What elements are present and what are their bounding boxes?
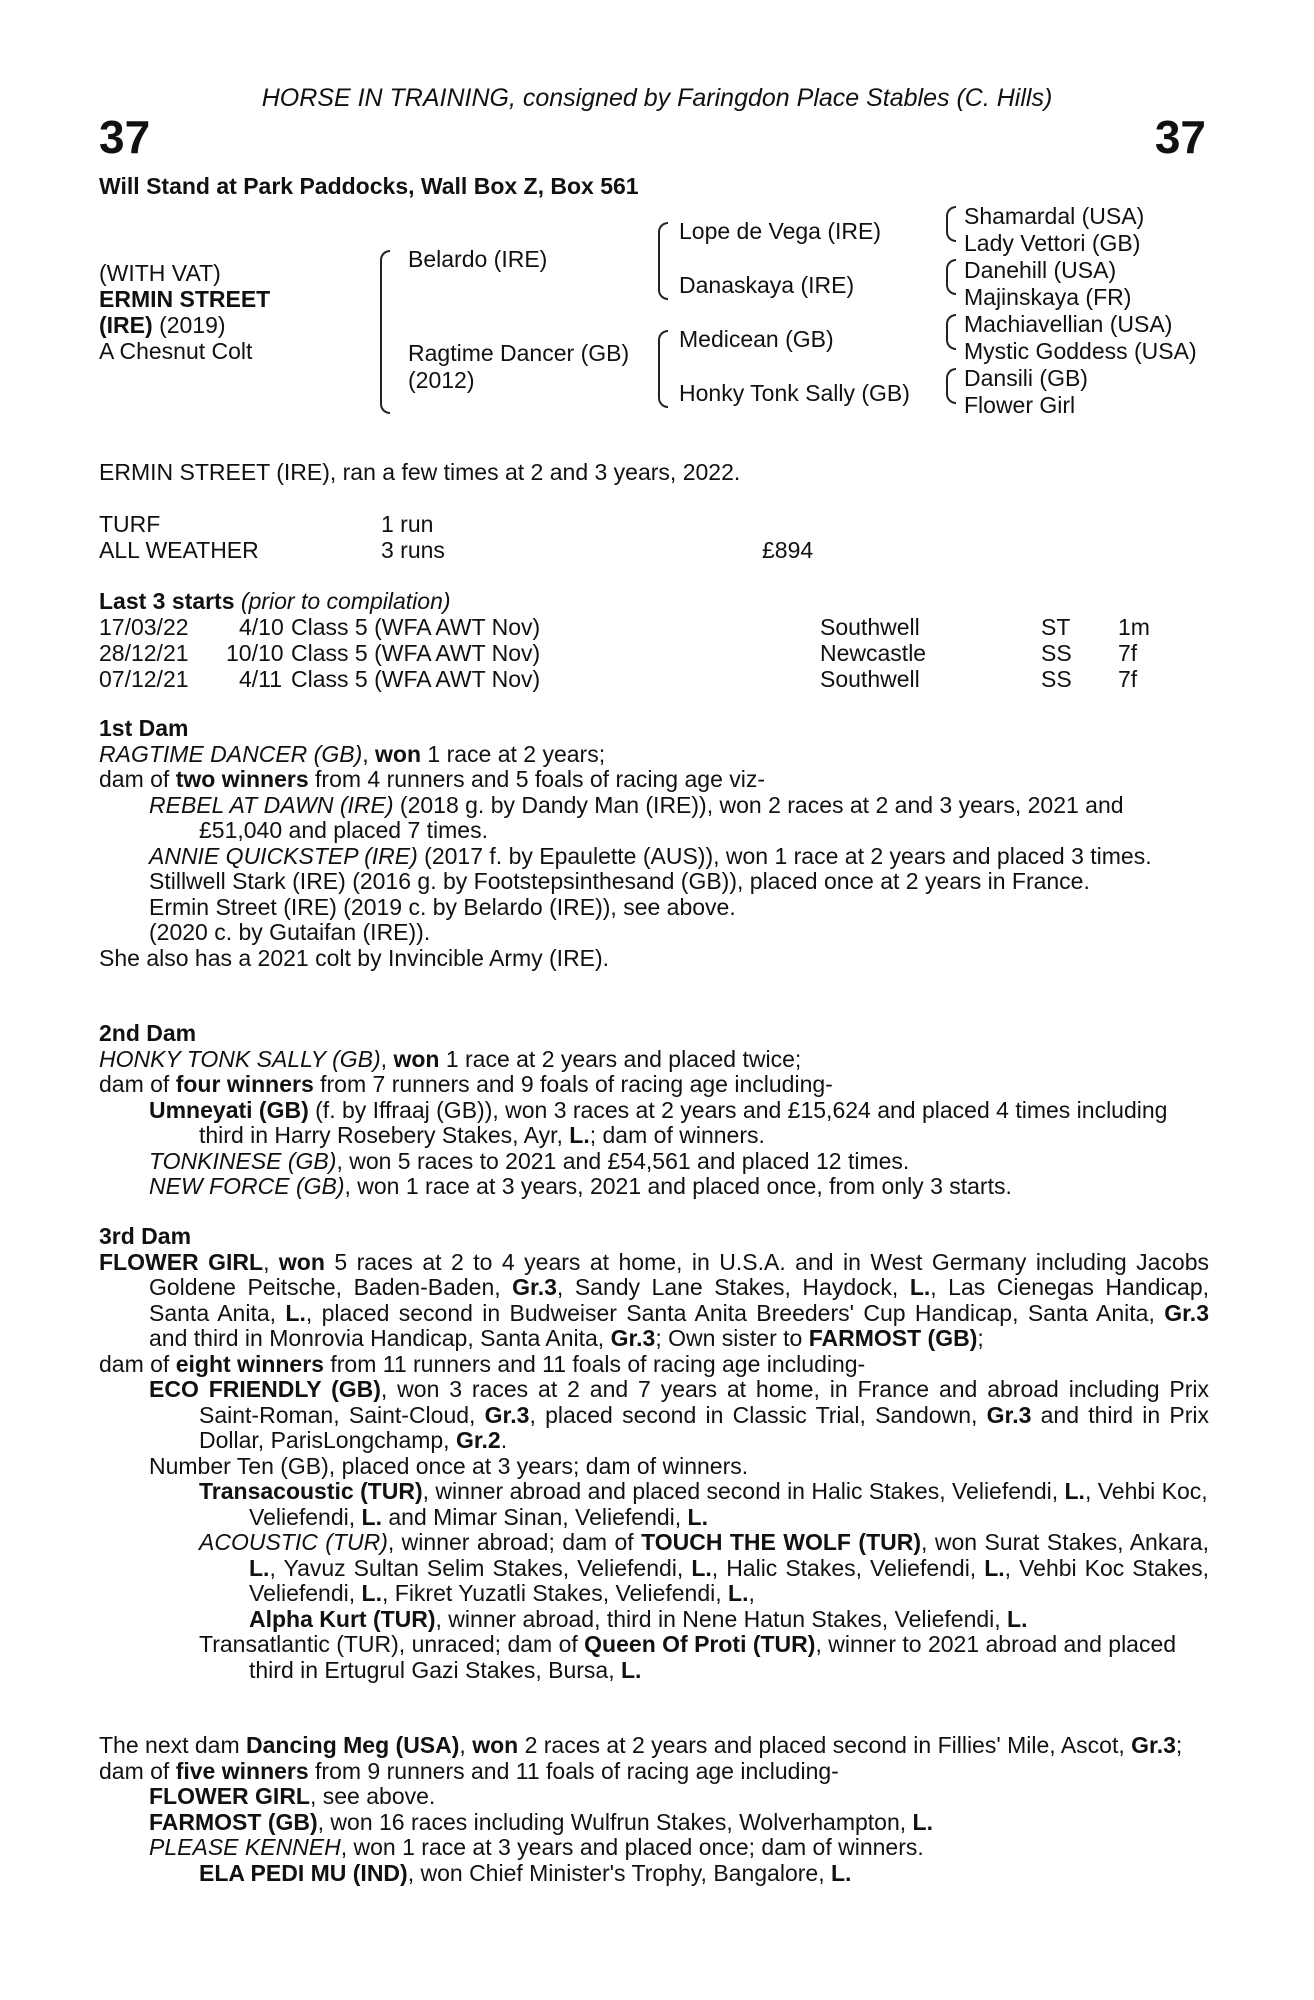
pedigree-dam-year: (2012) xyxy=(408,367,475,393)
start-race: Class 5 (WFA AWT Nov) xyxy=(291,640,541,666)
third-dam-grandprogeny: ACOUSTIC (TUR), winner abroad; dam of TOUCH THE WOLF (TUR), won Surat Stakes, Ankara, L., Yavuz Sultan Selim Stakes, Veliefendi, L., Halic Stakes, Veliefendi, L., Vehbi Koc Stakes, Veliefendi, L., Fikret Yuzatli Stakes, Veliefendi, L., xyxy=(199,1529,1210,1606)
next-dam-produce-line: dam of five winners from 9 runners and 11 foals of racing age including- xyxy=(99,1757,839,1784)
race-summary: ERMIN STREET (IRE), ran a few times at 2 and 3 years, 2022. xyxy=(99,459,741,485)
start-race: Class 5 (WFA AWT Nov) xyxy=(291,666,541,692)
start-going: SS xyxy=(1041,640,1072,666)
third-dam-section xyxy=(99,1224,1209,1683)
second-dam-progeny: Umneyati (GB) (f. by Iffraaj (GB)), won 3 races at 2 years and £15,624 and placed 4 times including third in Harry Rosebery Stakes, Ayr, L.; dam of winners. xyxy=(149,1096,1168,1148)
lot-number-left: 37 xyxy=(99,111,151,163)
next-dam-grandprogeny: ELA PEDI MU (IND), won Chief Minister's Trophy, Bangalore, L. xyxy=(199,1859,852,1886)
horse-name: ERMIN STREET xyxy=(99,286,271,312)
start-course: Southwell xyxy=(820,666,920,692)
last-starts-heading: Last 3 starts (prior to compilation) xyxy=(99,588,451,614)
pedigree-sire: Belardo (IRE) xyxy=(408,246,548,272)
record-aw-runs: 3 runs xyxy=(381,537,445,563)
vat-note: (WITH VAT) xyxy=(99,260,221,286)
pedigree-dam: Ragtime Dancer (GB) xyxy=(408,340,630,366)
first-dam-progeny: REBEL AT DAWN (IRE) (2018 g. by Dandy Man (IRE)), won 2 races at 2 and 3 years, 2021 and £51,040 and placed 7 times. xyxy=(149,791,1124,843)
third-dam-grandprogeny: Transacoustic (TUR), winner abroad and placed second in Halic Stakes, Veliefendi, L., Vehbi Koc, Veliefendi, L. and Mimar Sinan, Veliefendi, L. xyxy=(199,1478,1208,1530)
pedigree-gen2-4: Honky Tonk Sally (GB) xyxy=(679,380,910,406)
next-dam-progeny: PLEASE KENNEH, won 1 race at 3 years and placed once; dam of winners. xyxy=(149,1834,924,1860)
stand-location: Will Stand at Park Paddocks, Wall Box Z, Box 561 xyxy=(99,173,639,199)
horse-name-origin-year: (IRE) (2019) xyxy=(99,312,226,338)
start-distance: 7f xyxy=(1118,640,1138,666)
first-dam-progeny: ANNIE QUICKSTEP (IRE) (2017 f. by Epaulette (AUS)), won 1 race at 2 years and placed 3 times. xyxy=(149,842,1152,869)
pedigree-gen3-7: Dansili (GB) xyxy=(964,365,1088,391)
second-dam-progeny: TONKINESE (GB), won 5 races to 2021 and £54,561 and placed 12 times. xyxy=(149,1147,910,1174)
first-dam-heading: 1st Dam xyxy=(99,715,189,741)
third-dam-produce-line: dam of eight winners from 11 runners and 11 foals of racing age including- xyxy=(99,1350,866,1377)
pedigree-gen2-1: Lope de Vega (IRE) xyxy=(679,218,882,244)
pedigree-gen2-3: Medicean (GB) xyxy=(679,326,834,352)
record-aw-earnings: £894 xyxy=(762,537,814,563)
next-dam-section xyxy=(99,1733,1209,1886)
pedigree-brace-g3-1 xyxy=(946,206,956,242)
second-dam-progeny: NEW FORCE (GB), won 1 race at 3 years, 2021 and placed once, from only 3 starts. xyxy=(149,1173,1012,1199)
pedigree-gen3-2: Lady Vettori (GB) xyxy=(964,230,1141,256)
record-turf-surface: TURF xyxy=(99,511,161,537)
third-dam-heading: 3rd Dam xyxy=(99,1223,192,1249)
third-dam-progeny: Number Ten (GB), placed once at 3 years; dam of winners. xyxy=(149,1452,749,1479)
next-dam-progeny: FARMOST (GB), won 16 races including Wulfrun Stakes, Wolverhampton, L. xyxy=(149,1808,933,1835)
pedigree-brace-sire xyxy=(658,222,668,300)
pedigree-gen3-3: Danehill (USA) xyxy=(964,257,1117,283)
start-distance: 7f xyxy=(1118,666,1138,692)
start-position: 4/11 xyxy=(239,666,283,692)
first-dam-progeny: Stillwell Stark (IRE) (2016 g. by Footstepsinthesand (GB)), placed once at 2 years in France. xyxy=(149,868,1090,894)
third-dam-grandprogeny: Transatlantic (TUR), unraced; dam of Queen Of Proti (TUR), winner to 2021 abroad and placed third in Ertugrul Gazi Stakes, Bursa, L. xyxy=(199,1631,1177,1683)
start-date: 17/03/22 xyxy=(99,614,189,640)
start-going: ST xyxy=(1041,614,1071,640)
first-dam-progeny: (2020 c. by Gutaifan (IRE)). xyxy=(149,919,431,945)
start-distance: 1m xyxy=(1118,614,1150,640)
first-dam-note: She also has a 2021 colt by Invincible Army (IRE). xyxy=(99,944,610,971)
lot-number-right: 37 xyxy=(1154,111,1206,163)
pedigree-brace-main xyxy=(380,250,390,414)
pedigree-gen3-4: Majinskaya (FR) xyxy=(964,284,1132,310)
consignor-header: HORSE IN TRAINING, consigned by Faringdon Place Stables (C. Hills) xyxy=(261,84,1053,112)
pedigree-gen3-8: Flower Girl xyxy=(964,392,1076,418)
second-dam-produce-line: dam of four winners from 7 runners and 9 foals of racing age including- xyxy=(99,1071,833,1097)
pedigree-brace-g3-3 xyxy=(946,314,956,350)
start-date: 07/12/21 xyxy=(99,666,189,692)
pedigree-gen3-6: Mystic Goddess (USA) xyxy=(964,338,1197,364)
next-dam-line: The next dam Dancing Meg (USA), won 2 races at 2 years and placed second in Fillies' Mile, Ascot, Gr.3; xyxy=(99,1732,1183,1758)
third-dam-line: FLOWER GIRL, won 5 races at 2 to 4 years at home, in U.S.A. and in West Germany including Jacobs Goldene Peitsche, Baden-Baden, Gr.3, Sandy Lane Stakes, Haydock, L., Las Cienegas Handicap, Santa Anita, L., placed second in Budweiser Santa Anita Breeders' Cup Handicap, Santa Anita, Gr.3 and third in Monrovia Handicap, Santa Anita, Gr.3; Own sister to FARMOST (GB); xyxy=(99,1248,1210,1351)
first-dam-section xyxy=(99,716,1209,971)
pedigree-gen3-5: Machiavellian (USA) xyxy=(964,311,1173,337)
third-dam-progeny: ECO FRIENDLY (GB), won 3 races at 2 and 7 years at home, in France and abroad including Prix Saint-Roman, Saint-Cloud, Gr.3, placed second in Classic Trial, Sandown, Gr.3 and third in Prix Dollar, ParisLongchamp, Gr.2. xyxy=(149,1376,1209,1453)
record-aw-surface: ALL WEATHER xyxy=(99,537,259,563)
start-race: Class 5 (WFA AWT Nov) xyxy=(291,614,541,640)
start-position: 4/10 xyxy=(239,614,284,640)
pedigree-brace-dam xyxy=(658,330,668,408)
pedigree-gen2-2: Danaskaya (IRE) xyxy=(679,272,855,298)
start-position: 10/10 xyxy=(226,640,284,666)
start-going: SS xyxy=(1041,666,1072,692)
next-dam-progeny: FLOWER GIRL, see above. xyxy=(149,1783,436,1809)
start-course: Southwell xyxy=(820,614,920,640)
horse-description: A Chesnut Colt xyxy=(99,338,253,364)
first-dam-line: RAGTIME DANCER (GB), won 1 race at 2 years; xyxy=(99,740,606,767)
start-date: 28/12/21 xyxy=(99,640,189,666)
first-dam-progeny: Ermin Street (IRE) (2019 c. by Belardo (IRE)), see above. xyxy=(149,893,736,920)
start-course: Newcastle xyxy=(820,640,927,666)
record-turf-runs: 1 run xyxy=(381,511,434,537)
pedigree-gen3-1: Shamardal (USA) xyxy=(964,203,1145,229)
second-dam-line: HONKY TONK SALLY (GB), won 1 race at 2 years and placed twice; xyxy=(99,1045,802,1072)
second-dam-section xyxy=(99,1021,1209,1200)
third-dam-great-grandprogeny: Alpha Kurt (TUR), winner abroad, third in Nene Hatun Stakes, Veliefendi, L. xyxy=(249,1605,1028,1632)
pedigree-brace-g3-4 xyxy=(946,368,956,404)
second-dam-heading: 2nd Dam xyxy=(99,1020,197,1046)
first-dam-produce-line: dam of two winners from 4 runners and 5 foals of racing age viz- xyxy=(99,766,766,792)
pedigree-brace-g3-2 xyxy=(946,259,956,295)
